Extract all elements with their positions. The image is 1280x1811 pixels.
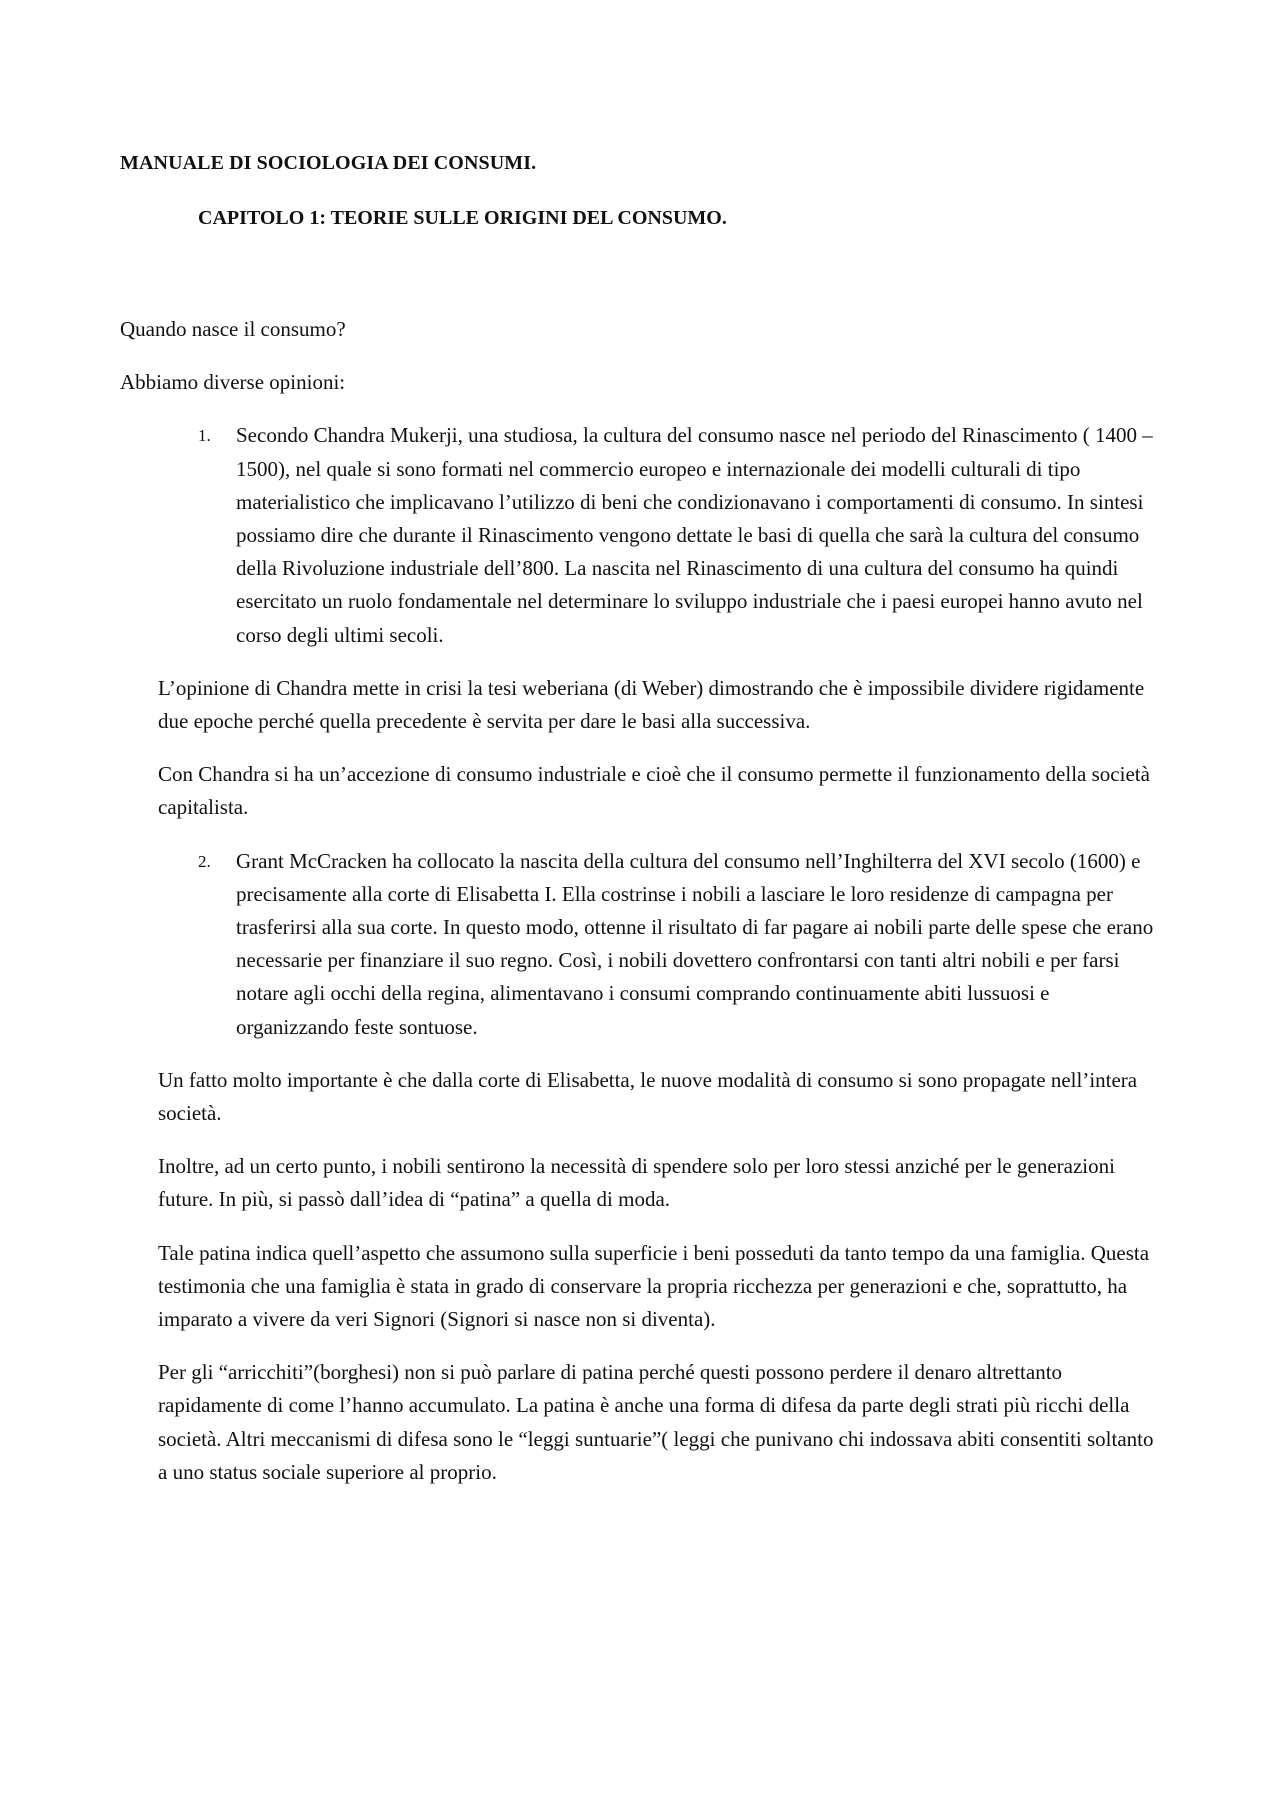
list-item-1-number: 1. — [198, 426, 211, 446]
opinion-list — [120, 419, 1160, 651]
document-body — [120, 313, 1160, 1509]
list-item-1-text: Secondo Chandra Mukerji, una studiosa, la cultura del consumo nasce nel periodo del Rinascimento ( 1400 – 1500), nel quale si sono formati nel commercio europeo e internazionale dei modelli culturali di tipo materialistico che implicavano l’utilizzo di beni che condizionavano i comportamenti di consumo. In sintesi possiamo dire che durante il Rinascimento vengono dettate le basi di quella che sarà la cultura del consumo della Rivoluzione industriale dell’800. La nascita nel Rinascimento di una cultura del consumo ha quindi esercitato un ruolo fondamentale nel determinare lo sviluppo industriale che i paesi europei hanno avuto nel corso degli ultimi secoli. — [236, 423, 1153, 647]
paragraph-patina: Tale patina indica quell’aspetto che assumono sulla superficie i beni posseduti da tanto tempo da una famiglia. Questa testimonia che una famiglia è stata in grado di conservare la propria ricchezza per generazioni e che, soprattutto, ha imparato a vivere da veri Signori (Signori si nasce non si diventa). — [158, 1240, 1150, 1332]
paragraph-chandra-opinion: L’opinione di Chandra mette in crisi la tesi weberiana (di Weber) dimostrando che è impossibile dividere rigidamente due epoche perché quella precedente è servita per dare le basi alla successiva. — [158, 675, 1145, 734]
document-title: MANUALE DI SOCIOLOGIA DEI CONSUMI. — [120, 152, 537, 174]
chapter-heading: CAPITOLO 1: TEORIE SULLE ORIGINI DEL CONSUMO. — [198, 207, 727, 229]
paragraph-elisabetta: Un fatto molto importante è che dalla corte di Elisabetta, le nuove modalità di consumo si sono propagate nell’intera società. — [158, 1067, 1138, 1126]
opinion-list-2 — [120, 845, 1160, 1044]
question-paragraph: Quando nasce il consumo? — [120, 317, 346, 341]
list-item-2-number: 2. — [198, 851, 211, 871]
list-item-1 — [198, 419, 1160, 651]
paragraph-chandra-industrial: Con Chandra si ha un’accezione di consumo industriale e cioè che il consumo permette il funzionamento della società capitalista. — [158, 762, 1150, 820]
intro-paragraph: Abbiamo diverse opinioni: — [120, 370, 346, 395]
paragraph-nobili: Inoltre, ad un certo punto, i nobili sentirono la necessità di spendere solo per loro stessi anziché per le generazioni future. In più, si passò dall’idea di “patina” a quella di moda. — [158, 1154, 1115, 1212]
list-item-2-text: Grant McCracken ha collocato la nascita della cultura del consumo nell’Inghilterra del XVI secolo (1600) e precisamente alla corte di Elisabetta I. Ella costrinse i nobili a lasciare le loro residenze di campagna per trasferirsi alla sua corte. In questo modo, ottenne il risultato di far pagare ai nobili parte delle spese che erano necessarie per finanziare il suo regno. Così, i nobili dovettero confrontarsi con tanti altri nobili e per farsi notare agli occhi della regina, alimentavano i consumi comprando continuamente abiti lussuosi e organizzando feste sontuose. — [236, 848, 1154, 1039]
list-item-2 — [198, 845, 1160, 1044]
paragraph-arricchiti: Per gli “arricchiti”(borghesi) non si può parlare di patina perché questi possono perdere il denaro altrettanto rapidamente di come l’hanno accumulato. La patina è anche una forma di difesa da parte degli strati più ricchi della società. Altri meccanismi di difesa sono le “leggi suntuarie”( leggi che punivano chi indossava abiti consentiti soltanto a uno status sociale superiore al proprio. — [158, 1360, 1154, 1484]
